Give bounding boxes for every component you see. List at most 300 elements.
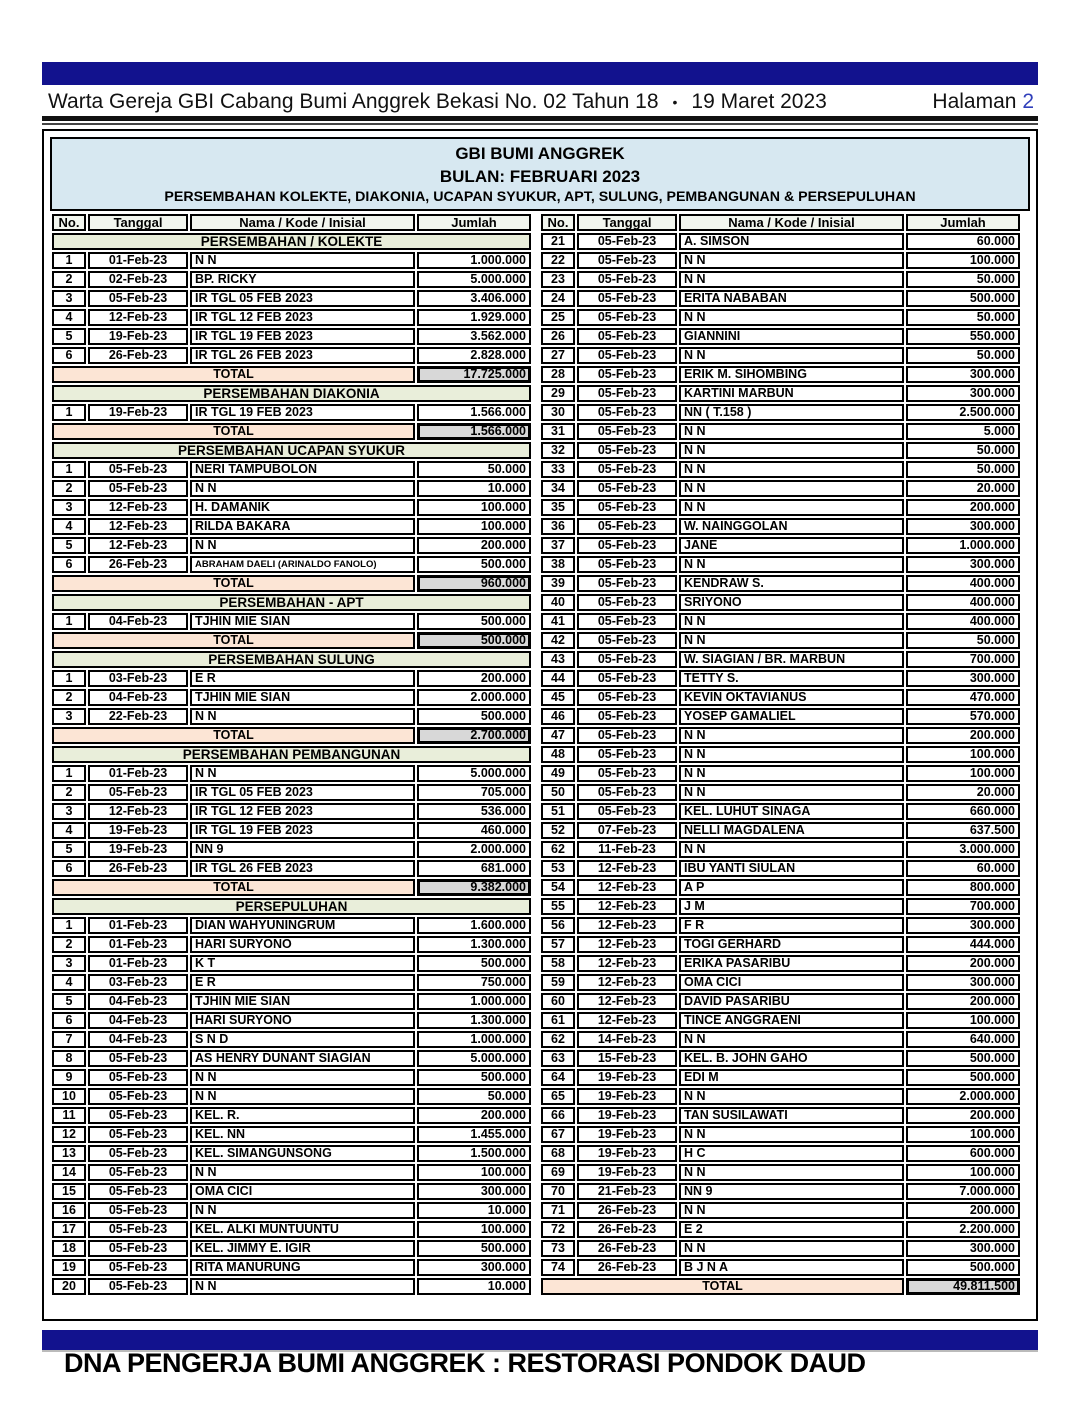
date-cell: 05-Feb-23 [88,1069,188,1086]
amount-cell: 3.000.000 [906,841,1020,858]
date-cell: 19-Feb-23 [88,328,188,345]
column-header: Nama / Kode / Inisial [190,214,415,231]
amount-cell: 300.000 [906,385,1020,402]
table-row [541,708,1020,725]
date-cell: 05-Feb-23 [577,271,677,288]
name-cell: E 2 [679,1221,904,1238]
table-row [52,993,531,1010]
date-cell: 01-Feb-23 [88,252,188,269]
date-cell: 05-Feb-23 [577,366,677,383]
amount-cell: 1.929.000 [417,309,531,326]
date-cell: 26-Feb-23 [577,1259,677,1276]
table-row [541,594,1020,611]
amount-cell: 500.000 [417,1069,531,1086]
date-cell: 12-Feb-23 [577,1012,677,1029]
row-number-cell: 20 [52,1278,86,1295]
table-row [52,670,531,687]
row-number-cell: 62 [541,1031,575,1048]
name-cell: S N D [190,1031,415,1048]
date-cell: 05-Feb-23 [88,290,188,307]
name-cell: N N [679,1088,904,1105]
row-number-cell: 68 [541,1145,575,1162]
table-row [52,822,531,839]
name-cell: N N [679,252,904,269]
name-cell: ERITA NABABAN [679,290,904,307]
row-number-cell: 4 [52,822,86,839]
amount-cell: 200.000 [906,1202,1020,1219]
amount-cell: 536.000 [417,803,531,820]
date-cell: 05-Feb-23 [577,556,677,573]
amount-cell: 3.406.000 [417,290,531,307]
table-row [541,404,1020,421]
name-cell: N N [679,442,904,459]
table-row [541,271,1020,288]
row-number-cell: 22 [541,252,575,269]
row-number-cell: 5 [52,328,86,345]
table-row [52,1126,531,1143]
name-cell: IR TGL 05 FEB 2023 [190,290,415,307]
column-header: Tanggal [577,214,677,231]
row-number-cell: 10 [52,1088,86,1105]
amount-cell: 200.000 [417,1107,531,1124]
date-cell: 12-Feb-23 [88,518,188,535]
issue-date: 19 Maret 2023 [691,90,827,113]
table-row [52,1240,531,1257]
name-cell: F R [679,917,904,934]
row-number-cell: 3 [52,955,86,972]
table-row [541,1012,1020,1029]
column-header-row [541,214,1020,231]
report-month: BULAN: FEBRUARI 2023 [439,167,641,186]
amount-cell: 300.000 [906,518,1020,535]
table-row [52,309,531,326]
amount-cell: 444.000 [906,936,1020,953]
table-row [541,1183,1020,1200]
row-number-cell: 69 [541,1164,575,1181]
name-cell: KEL. ALKI MUNTUUNTU [190,1221,415,1238]
date-cell: 05-Feb-23 [88,1145,188,1162]
table-row [541,575,1020,592]
amount-cell: 500.000 [906,290,1020,307]
date-cell: 05-Feb-23 [577,385,677,402]
table-row [541,309,1020,326]
date-cell: 05-Feb-23 [577,537,677,554]
date-cell: 01-Feb-23 [88,936,188,953]
table-row [52,841,531,858]
table-row [52,1202,531,1219]
date-cell: 15-Feb-23 [577,1050,677,1067]
name-cell: E R [190,974,415,991]
table-row [541,1088,1020,1105]
name-cell: ERIK M. SIHOMBING [679,366,904,383]
table-row [52,556,531,573]
date-cell: 05-Feb-23 [577,670,677,687]
amount-cell: 2.828.000 [417,347,531,364]
amount-cell: 640.000 [906,1031,1020,1048]
table-row [541,1202,1020,1219]
amount-cell: 705.000 [417,784,531,801]
date-cell: 05-Feb-23 [88,1126,188,1143]
row-number-cell: 5 [52,537,86,554]
amount-cell: 60.000 [906,233,1020,250]
report-title-block [50,137,1030,211]
date-cell: 05-Feb-23 [577,252,677,269]
row-number-cell: 2 [52,936,86,953]
name-cell: KEL. JIMMY E. IGIR [190,1240,415,1257]
date-cell: 26-Feb-23 [88,556,188,573]
amount-cell: 100.000 [906,1164,1020,1181]
table-row [541,651,1020,668]
row-number-cell: 51 [541,803,575,820]
amount-cell: 20.000 [906,784,1020,801]
name-cell: IR TGL 12 FEB 2023 [190,309,415,326]
row-number-cell: 64 [541,1069,575,1086]
table-row [52,1107,531,1124]
date-cell: 05-Feb-23 [577,708,677,725]
amount-cell: 600.000 [906,1145,1020,1162]
name-cell: DAVID PASARIBU [679,993,904,1010]
table-row [541,290,1020,307]
table-row [52,613,531,630]
amount-cell: 300.000 [906,670,1020,687]
table-row [52,689,531,706]
date-cell: 04-Feb-23 [88,1012,188,1029]
row-number-cell: 57 [541,936,575,953]
total-amount-cell: 1.566.000 [417,423,531,440]
name-cell: KENDRAW S. [679,575,904,592]
name-cell: N N [679,556,904,573]
table-row [541,1221,1020,1238]
name-cell: HARI SURYONO [190,1012,415,1029]
amount-cell: 500.000 [906,1259,1020,1276]
row-number-cell: 6 [52,347,86,364]
church-name: GBI BUMI ANGGREK [455,144,625,163]
name-cell: SRIYONO [679,594,904,611]
table-row [52,480,531,497]
section-header-row [52,385,531,402]
table-row [52,765,531,782]
row-number-cell: 50 [541,784,575,801]
column-header: Jumlah [906,214,1020,231]
row-number-cell: 39 [541,575,575,592]
table-row [541,974,1020,991]
date-cell: 19-Feb-23 [577,1088,677,1105]
row-number-cell: 1 [52,461,86,478]
amount-cell: 500.000 [417,955,531,972]
name-cell: IR TGL 26 FEB 2023 [190,347,415,364]
name-cell: N N [679,1240,904,1257]
row-number-cell: 40 [541,594,575,611]
date-cell: 19-Feb-23 [577,1164,677,1181]
date-cell: 05-Feb-23 [577,461,677,478]
name-cell: N N [679,347,904,364]
page-number: 2 [1022,90,1034,113]
offering-report-sheet [42,129,1038,1321]
total-row [52,366,531,383]
table-row [541,252,1020,269]
row-number-cell: 52 [541,822,575,839]
table-row [52,1012,531,1029]
name-cell: NELLI MAGDALENA [679,822,904,839]
table-row [541,1031,1020,1048]
date-cell: 19-Feb-23 [577,1069,677,1086]
date-cell: 05-Feb-23 [577,309,677,326]
amount-cell: 50.000 [906,632,1020,649]
amount-cell: 10.000 [417,1278,531,1295]
name-cell: N N [679,727,904,744]
date-cell: 01-Feb-23 [88,955,188,972]
date-cell: 05-Feb-23 [88,1202,188,1219]
row-number-cell: 3 [52,803,86,820]
name-cell: H. DAMANIK [190,499,415,516]
table-row [52,1050,531,1067]
date-cell: 05-Feb-23 [88,480,188,497]
row-number-cell: 55 [541,898,575,915]
row-number-cell: 28 [541,366,575,383]
table-row [52,1164,531,1181]
date-cell: 05-Feb-23 [88,1259,188,1276]
masthead [48,88,1034,116]
table-row [52,461,531,478]
row-number-cell: 62 [541,841,575,858]
amount-cell: 100.000 [906,1012,1020,1029]
amount-cell: 5.000.000 [417,765,531,782]
amount-cell: 50.000 [906,461,1020,478]
date-cell: 05-Feb-23 [577,689,677,706]
table-row [52,1183,531,1200]
table-row [541,898,1020,915]
table-row [52,290,531,307]
table-row [541,1164,1020,1181]
section-title-cell: PERSEMBAHAN DIAKONIA [52,385,531,402]
amount-cell: 1.000.000 [417,1031,531,1048]
name-cell: AS HENRY DUNANT SIAGIAN [190,1050,415,1067]
name-cell: N N [679,841,904,858]
name-cell: ABRAHAM DAELI (ARINALDO FANOLO) [190,556,415,573]
row-number-cell: 43 [541,651,575,668]
row-number-cell: 5 [52,993,86,1010]
amount-cell: 500.000 [417,708,531,725]
date-cell: 19-Feb-23 [577,1107,677,1124]
name-cell: N N [190,1069,415,1086]
name-cell: N N [679,499,904,516]
row-number-cell: 4 [52,518,86,535]
total-label-cell: TOTAL [52,423,415,440]
name-cell: NERI TAMPUBOLON [190,461,415,478]
total-label-cell: TOTAL [52,879,415,896]
date-cell: 05-Feb-23 [577,746,677,763]
table-row [52,404,531,421]
row-number-cell: 3 [52,708,86,725]
amount-cell: 50.000 [906,347,1020,364]
amount-cell: 700.000 [906,651,1020,668]
row-number-cell: 45 [541,689,575,706]
name-cell: DIAN WAHYUNINGRUM [190,917,415,934]
row-number-cell: 2 [52,689,86,706]
section-header-row [52,233,531,250]
row-number-cell: 29 [541,385,575,402]
row-number-cell: 12 [52,1126,86,1143]
amount-cell: 7.000.000 [906,1183,1020,1200]
amount-cell: 100.000 [417,1221,531,1238]
name-cell: NN ( T.158 ) [679,404,904,421]
date-cell: 26-Feb-23 [577,1221,677,1238]
amount-cell: 460.000 [417,822,531,839]
row-number-cell: 26 [541,328,575,345]
row-number-cell: 17 [52,1221,86,1238]
row-number-cell: 27 [541,347,575,364]
name-cell: N N [190,1202,415,1219]
date-cell: 05-Feb-23 [577,404,677,421]
amount-cell: 200.000 [906,1107,1020,1124]
amount-cell: 100.000 [417,518,531,535]
table-row [541,841,1020,858]
amount-cell: 200.000 [906,955,1020,972]
date-cell: 26-Feb-23 [88,347,188,364]
date-cell: 19-Feb-23 [88,404,188,421]
total-amount-cell: 49.811.500 [906,1278,1020,1295]
total-row [52,727,531,744]
column-header: Tanggal [88,214,188,231]
name-cell: K T [190,955,415,972]
row-number-cell: 1 [52,765,86,782]
row-number-cell: 18 [52,1240,86,1257]
date-cell: 01-Feb-23 [88,917,188,934]
row-number-cell: 30 [541,404,575,421]
total-label-cell: TOTAL [541,1278,904,1295]
name-cell: KEL. SIMANGUNSONG [190,1145,415,1162]
date-cell: 01-Feb-23 [88,765,188,782]
total-amount-cell: 9.382.000 [417,879,531,896]
name-cell: N N [190,1278,415,1295]
name-cell: N N [679,309,904,326]
date-cell: 04-Feb-23 [88,1031,188,1048]
name-cell: N N [679,1164,904,1181]
amount-cell: 1.300.000 [417,1012,531,1029]
table-row [541,784,1020,801]
table-row [541,993,1020,1010]
date-cell: 05-Feb-23 [577,499,677,516]
offerings-table-left [50,212,533,1297]
amount-cell: 200.000 [906,499,1020,516]
date-cell: 05-Feb-23 [88,461,188,478]
section-header-row [52,651,531,668]
row-number-cell: 37 [541,537,575,554]
row-number-cell: 13 [52,1145,86,1162]
row-number-cell: 72 [541,1221,575,1238]
name-cell: W. NAINGGOLAN [679,518,904,535]
date-cell: 05-Feb-23 [88,1240,188,1257]
row-number-cell: 6 [52,556,86,573]
amount-cell: 470.000 [906,689,1020,706]
date-cell: 05-Feb-23 [577,803,677,820]
amount-cell: 2.000.000 [417,689,531,706]
table-row [541,860,1020,877]
table-row [52,328,531,345]
row-number-cell: 47 [541,727,575,744]
date-cell: 03-Feb-23 [88,974,188,991]
row-number-cell: 54 [541,879,575,896]
date-cell: 12-Feb-23 [577,879,677,896]
name-cell: TOGI GERHARD [679,936,904,953]
date-cell: 05-Feb-23 [577,442,677,459]
row-number-cell: 53 [541,860,575,877]
table-row [541,917,1020,934]
name-cell: J M [679,898,904,915]
row-number-cell: 73 [541,1240,575,1257]
name-cell: JANE [679,537,904,554]
row-number-cell: 38 [541,556,575,573]
section-title-cell: PERSEMBAHAN - APT [52,594,531,611]
table-row [541,461,1020,478]
total-label-cell: TOTAL [52,575,415,592]
amount-cell: 2.000.000 [906,1088,1020,1105]
top-navy-bar [42,62,1038,85]
table-row [52,1221,531,1238]
row-number-cell: 44 [541,670,575,687]
row-number-cell: 4 [52,974,86,991]
row-number-cell: 1 [52,252,86,269]
date-cell: 05-Feb-23 [577,765,677,782]
date-cell: 05-Feb-23 [577,423,677,440]
total-amount-cell: 17.725.000 [417,366,531,383]
table-row [52,499,531,516]
page-label: Halaman [932,90,1017,113]
table-row [52,917,531,934]
row-number-cell: 56 [541,917,575,934]
name-cell: TJHIN MIE SIAN [190,613,415,630]
date-cell: 05-Feb-23 [88,1050,188,1067]
name-cell: HARI SURYONO [190,936,415,953]
total-amount-cell: 960.000 [417,575,531,592]
name-cell: TINCE ANGGRAENI [679,1012,904,1029]
section-title-cell: PERSEMBAHAN PEMBANGUNAN [52,746,531,763]
table-row [52,974,531,991]
offerings-table-right [539,212,1022,1297]
table-row [541,689,1020,706]
amount-cell: 400.000 [906,575,1020,592]
row-number-cell: 66 [541,1107,575,1124]
name-cell: TAN SUSILAWATI [679,1107,904,1124]
name-cell: N N [679,480,904,497]
name-cell: GIANNINI [679,328,904,345]
date-cell: 12-Feb-23 [577,917,677,934]
table-row [541,347,1020,364]
row-number-cell: 49 [541,765,575,782]
amount-cell: 700.000 [906,898,1020,915]
name-cell: N N [679,1126,904,1143]
total-label-cell: TOTAL [52,727,415,744]
name-cell: TETTY S. [679,670,904,687]
table-row [52,252,531,269]
amount-cell: 100.000 [906,765,1020,782]
date-cell: 19-Feb-23 [88,841,188,858]
footer-slogan: DNA PENGERJA BUMI ANGGREK : RESTORASI PONDOK DAUD [64,1348,866,1378]
amount-cell: 1.455.000 [417,1126,531,1143]
name-cell: IR TGL 19 FEB 2023 [190,822,415,839]
table-row [541,480,1020,497]
row-number-cell: 41 [541,613,575,630]
date-cell: 05-Feb-23 [88,1164,188,1181]
column-header: No. [541,214,575,231]
amount-cell: 10.000 [417,480,531,497]
amount-cell: 300.000 [417,1183,531,1200]
amount-cell: 500.000 [417,1240,531,1257]
masthead-divider-rule [42,116,1038,123]
date-cell: 12-Feb-23 [577,993,677,1010]
table-row [52,271,531,288]
row-number-cell: 36 [541,518,575,535]
